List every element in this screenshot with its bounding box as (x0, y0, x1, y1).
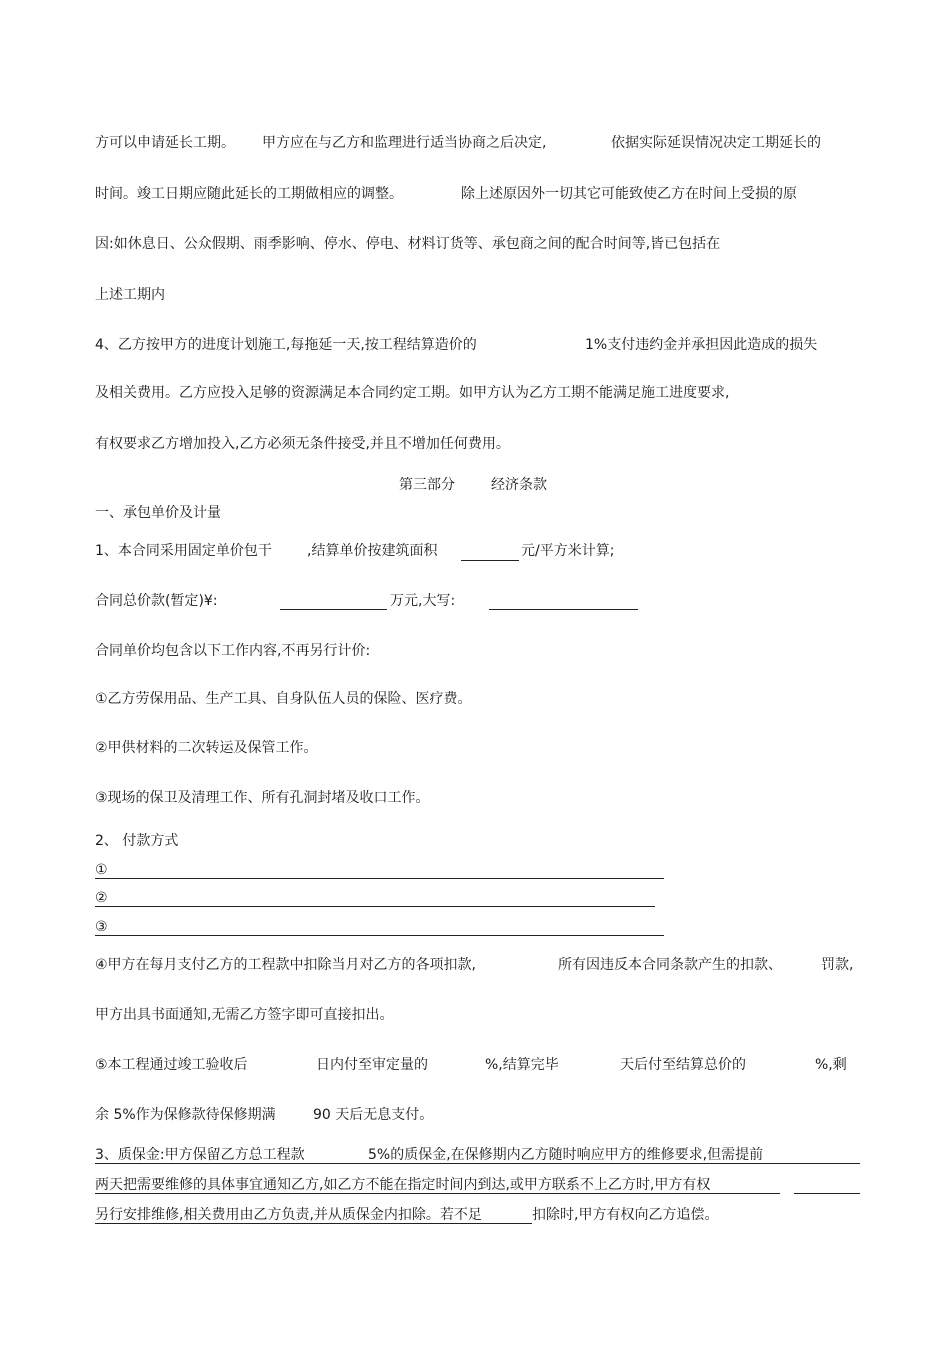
p1-line2b: 除上述原因外一切其它可能致使乙方在时间上受损的原 (461, 186, 797, 202)
unit-price-blank (461, 560, 519, 561)
p1-line4: 上述工期内 (95, 287, 165, 303)
warranty-line3-b: 扣除时,甲方有权向乙方追偿。 (532, 1207, 719, 1223)
p1-line1a: 方可以申请延长工期。 (95, 135, 235, 151)
final-payment-e: %,剩 (815, 1057, 847, 1073)
warranty-line2: 两天把需要维修的具体事宜通知乙方,如乙方不能在指定时间内到达,或甲方联系不上乙方时,甲方有权 (95, 1177, 711, 1193)
p2-line3: 有权要求乙方增加投入,乙方必须无条件接受,并且不增加任何费用。 (95, 436, 510, 452)
warranty-underline-2a (95, 1193, 780, 1194)
p2-line1b: 1%支付违约金并承担因此造成的损失 (585, 337, 818, 353)
warranty-underline-1 (95, 1163, 860, 1164)
warranty-line1-a: 3、质保金:甲方保留乙方总工程款 (95, 1147, 305, 1163)
item1-text-a: 1、本合同采用固定单价包干 (95, 543, 272, 559)
final-payment-b: 日内付至审定量的 (316, 1057, 428, 1073)
final-payment-a: ⑤本工程通过竣工验收后 (95, 1057, 248, 1073)
work-item-1: ①乙方劳保用品、生产工具、自身队伍人员的保险、医疗费。 (95, 691, 472, 707)
section1-heading: 一、承包单价及计量 (95, 505, 221, 521)
payment-line-1 (95, 878, 664, 879)
deduction-text-d: 甲方出具书面通知,无需乙方签字即可直接扣出。 (95, 1007, 394, 1023)
deduction-text-c: 罚款, (821, 957, 854, 973)
final-payment-d: 天后付至结算总价的 (620, 1057, 746, 1073)
warranty-line3-a: 另行安排维修,相关费用由乙方负责,并从质保金内扣除。若不足 (95, 1207, 482, 1223)
final-payment-c: %,结算完毕 (485, 1057, 559, 1073)
item1-text-b: ,结算单价按建筑面积 (307, 543, 438, 559)
p1-line2a: 时间。竣工日期应随此延长的工期做相应的调整。 (95, 186, 403, 202)
warranty-underline-2b (794, 1193, 860, 1194)
contract-total-label: 合同总价款(暂定)¥: (95, 593, 218, 609)
work-item-2: ②甲供材料的二次转运及保管工作。 (95, 740, 318, 756)
total-amount-blank (280, 609, 387, 610)
p1-line3: 因:如休息日、公众假期、雨季影响、停水、停电、材料订货等、承包商之间的配合时间等,皆已包括在 (95, 236, 721, 252)
contract-total-unit: 万元,大写: (390, 593, 456, 609)
work-item-3: ③现场的保卫及清理工作、所有孔洞封堵及收口工作。 (95, 790, 430, 806)
warranty-underline-3 (95, 1223, 532, 1224)
final-payment-g: 90 天后无息支付。 (313, 1107, 434, 1123)
part3-title-b: 经济条款 (491, 477, 547, 493)
p2-line1a: 4、乙方按甲方的进度计划施工,每拖延一天,按工程结算造价的 (95, 337, 477, 353)
payment-heading: 2、 付款方式 (95, 833, 179, 849)
p1-line1b: 甲方应在与乙方和监理进行适当协商之后决定, (262, 135, 547, 151)
included-work-intro: 合同单价均包含以下工作内容,不再另行计价: (95, 643, 371, 659)
payment-mark-3: ③ (95, 919, 108, 935)
payment-mark-2: ② (95, 890, 108, 906)
item1-text-c: 元/平方米计算; (521, 543, 615, 559)
final-payment-f: 余 5%作为保修款待保修期满 (95, 1107, 276, 1123)
deduction-text-a: ④甲方在每月支付乙方的工程款中扣除当月对乙方的各项扣款, (95, 957, 476, 973)
warranty-line1-b: 5%的质保金,在保修期内乙方随时响应甲方的维修要求,但需提前 (368, 1147, 764, 1163)
payment-line-3 (95, 935, 664, 936)
payment-mark-1: ① (95, 862, 108, 878)
p2-line2: 及相关费用。乙方应投入足够的资源满足本合同约定工期。如甲方认为乙方工期不能满足施工进度要求, (95, 385, 730, 401)
deduction-text-b: 所有因违反本合同条款产生的扣款、 (558, 957, 782, 973)
total-capital-blank (489, 609, 638, 610)
p1-line1c: 依据实际延误情况决定工期延长的 (611, 135, 821, 151)
payment-line-2 (95, 906, 655, 907)
part3-title-a: 第三部分 (399, 477, 455, 493)
